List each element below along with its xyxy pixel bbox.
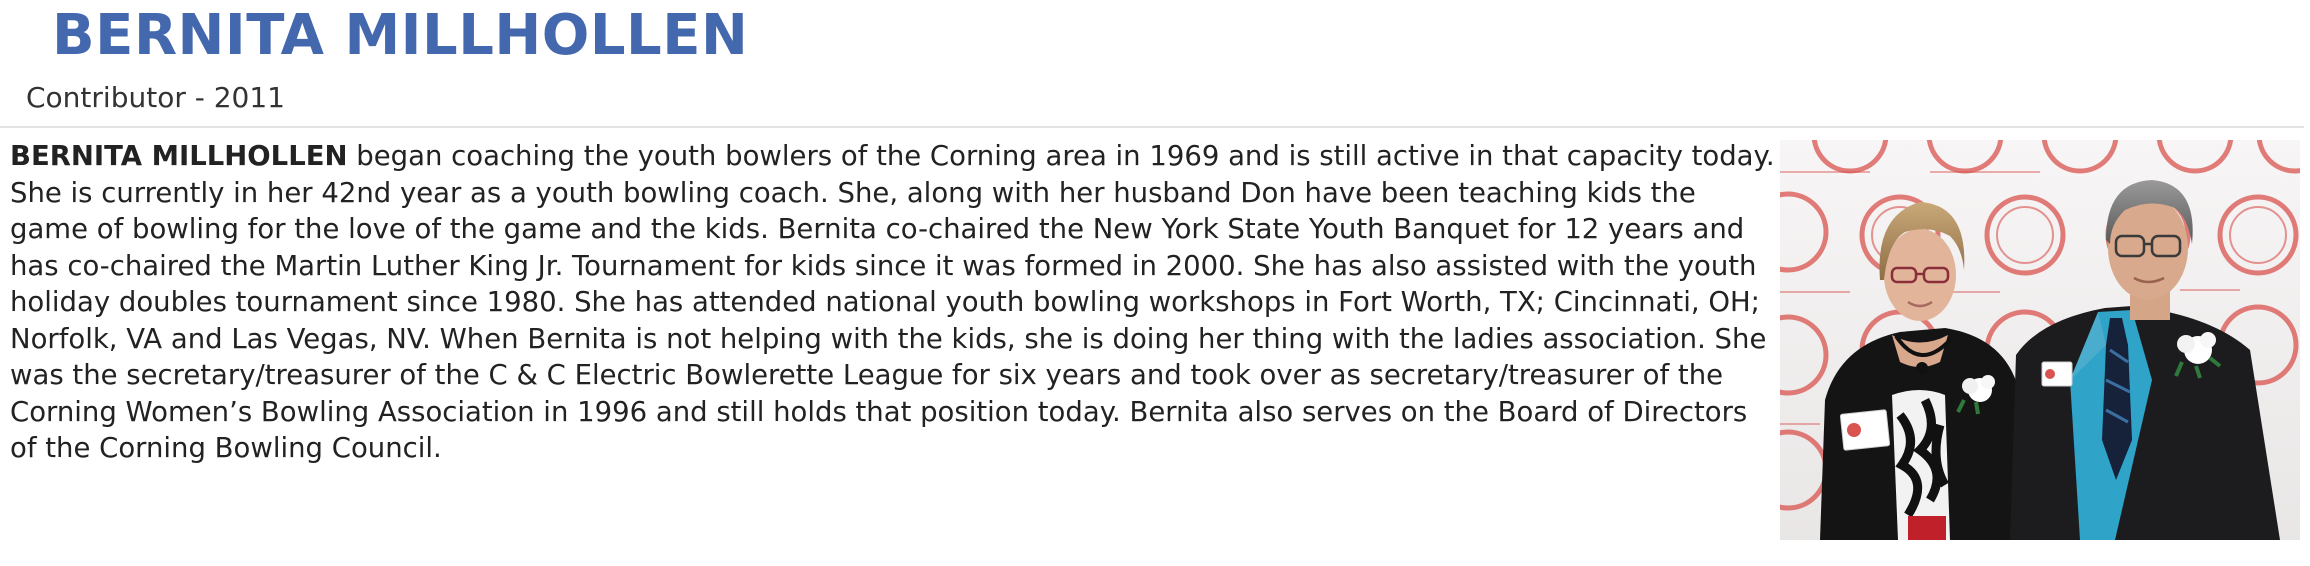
divider bbox=[0, 126, 2304, 128]
biography-text bbox=[10, 138, 1782, 467]
biography-body: began coaching the youth bowlers of the Corning area in 1969 and is still active in that capacity today. She is currently in her 42nd year as a youth bowling coach. She, along with her husband Don have been teaching kids the game of bowling for the love of the game and the kids. Bernita co-chaired the New York State Youth Banquet for 12 years and has co-chaired the Martin Luther King Jr. Tournament for kids since it was formed in 2000. She has also assisted with the youth holiday doubles tournament since 1980. She has attended national youth bowling workshops in Fort Worth, TX; Cincinnati, OH; Norfolk, VA and Las Vegas, NV. When Bernita is not helping with the kids, she is doing her thing with the ladies association. She was the secretary/treasurer of the C & C Electric Bowlerette League for six years and took over as secretary/treasurer of the Corning Women’s Bowling Association in 1996 and still holds that position today. Bernita also serves on the Board of Directors of the Corning Bowling Council. bbox=[10, 140, 1775, 464]
inductee-photo-illustration bbox=[1780, 140, 2300, 540]
inductee-photo bbox=[1780, 140, 2300, 540]
page-title: BERNITA MILLHOLLEN bbox=[52, 3, 749, 68]
biography-lead-name: BERNITA MILLHOLLEN bbox=[10, 140, 348, 172]
inductee-category: Contributor - 2011 bbox=[26, 81, 285, 114]
